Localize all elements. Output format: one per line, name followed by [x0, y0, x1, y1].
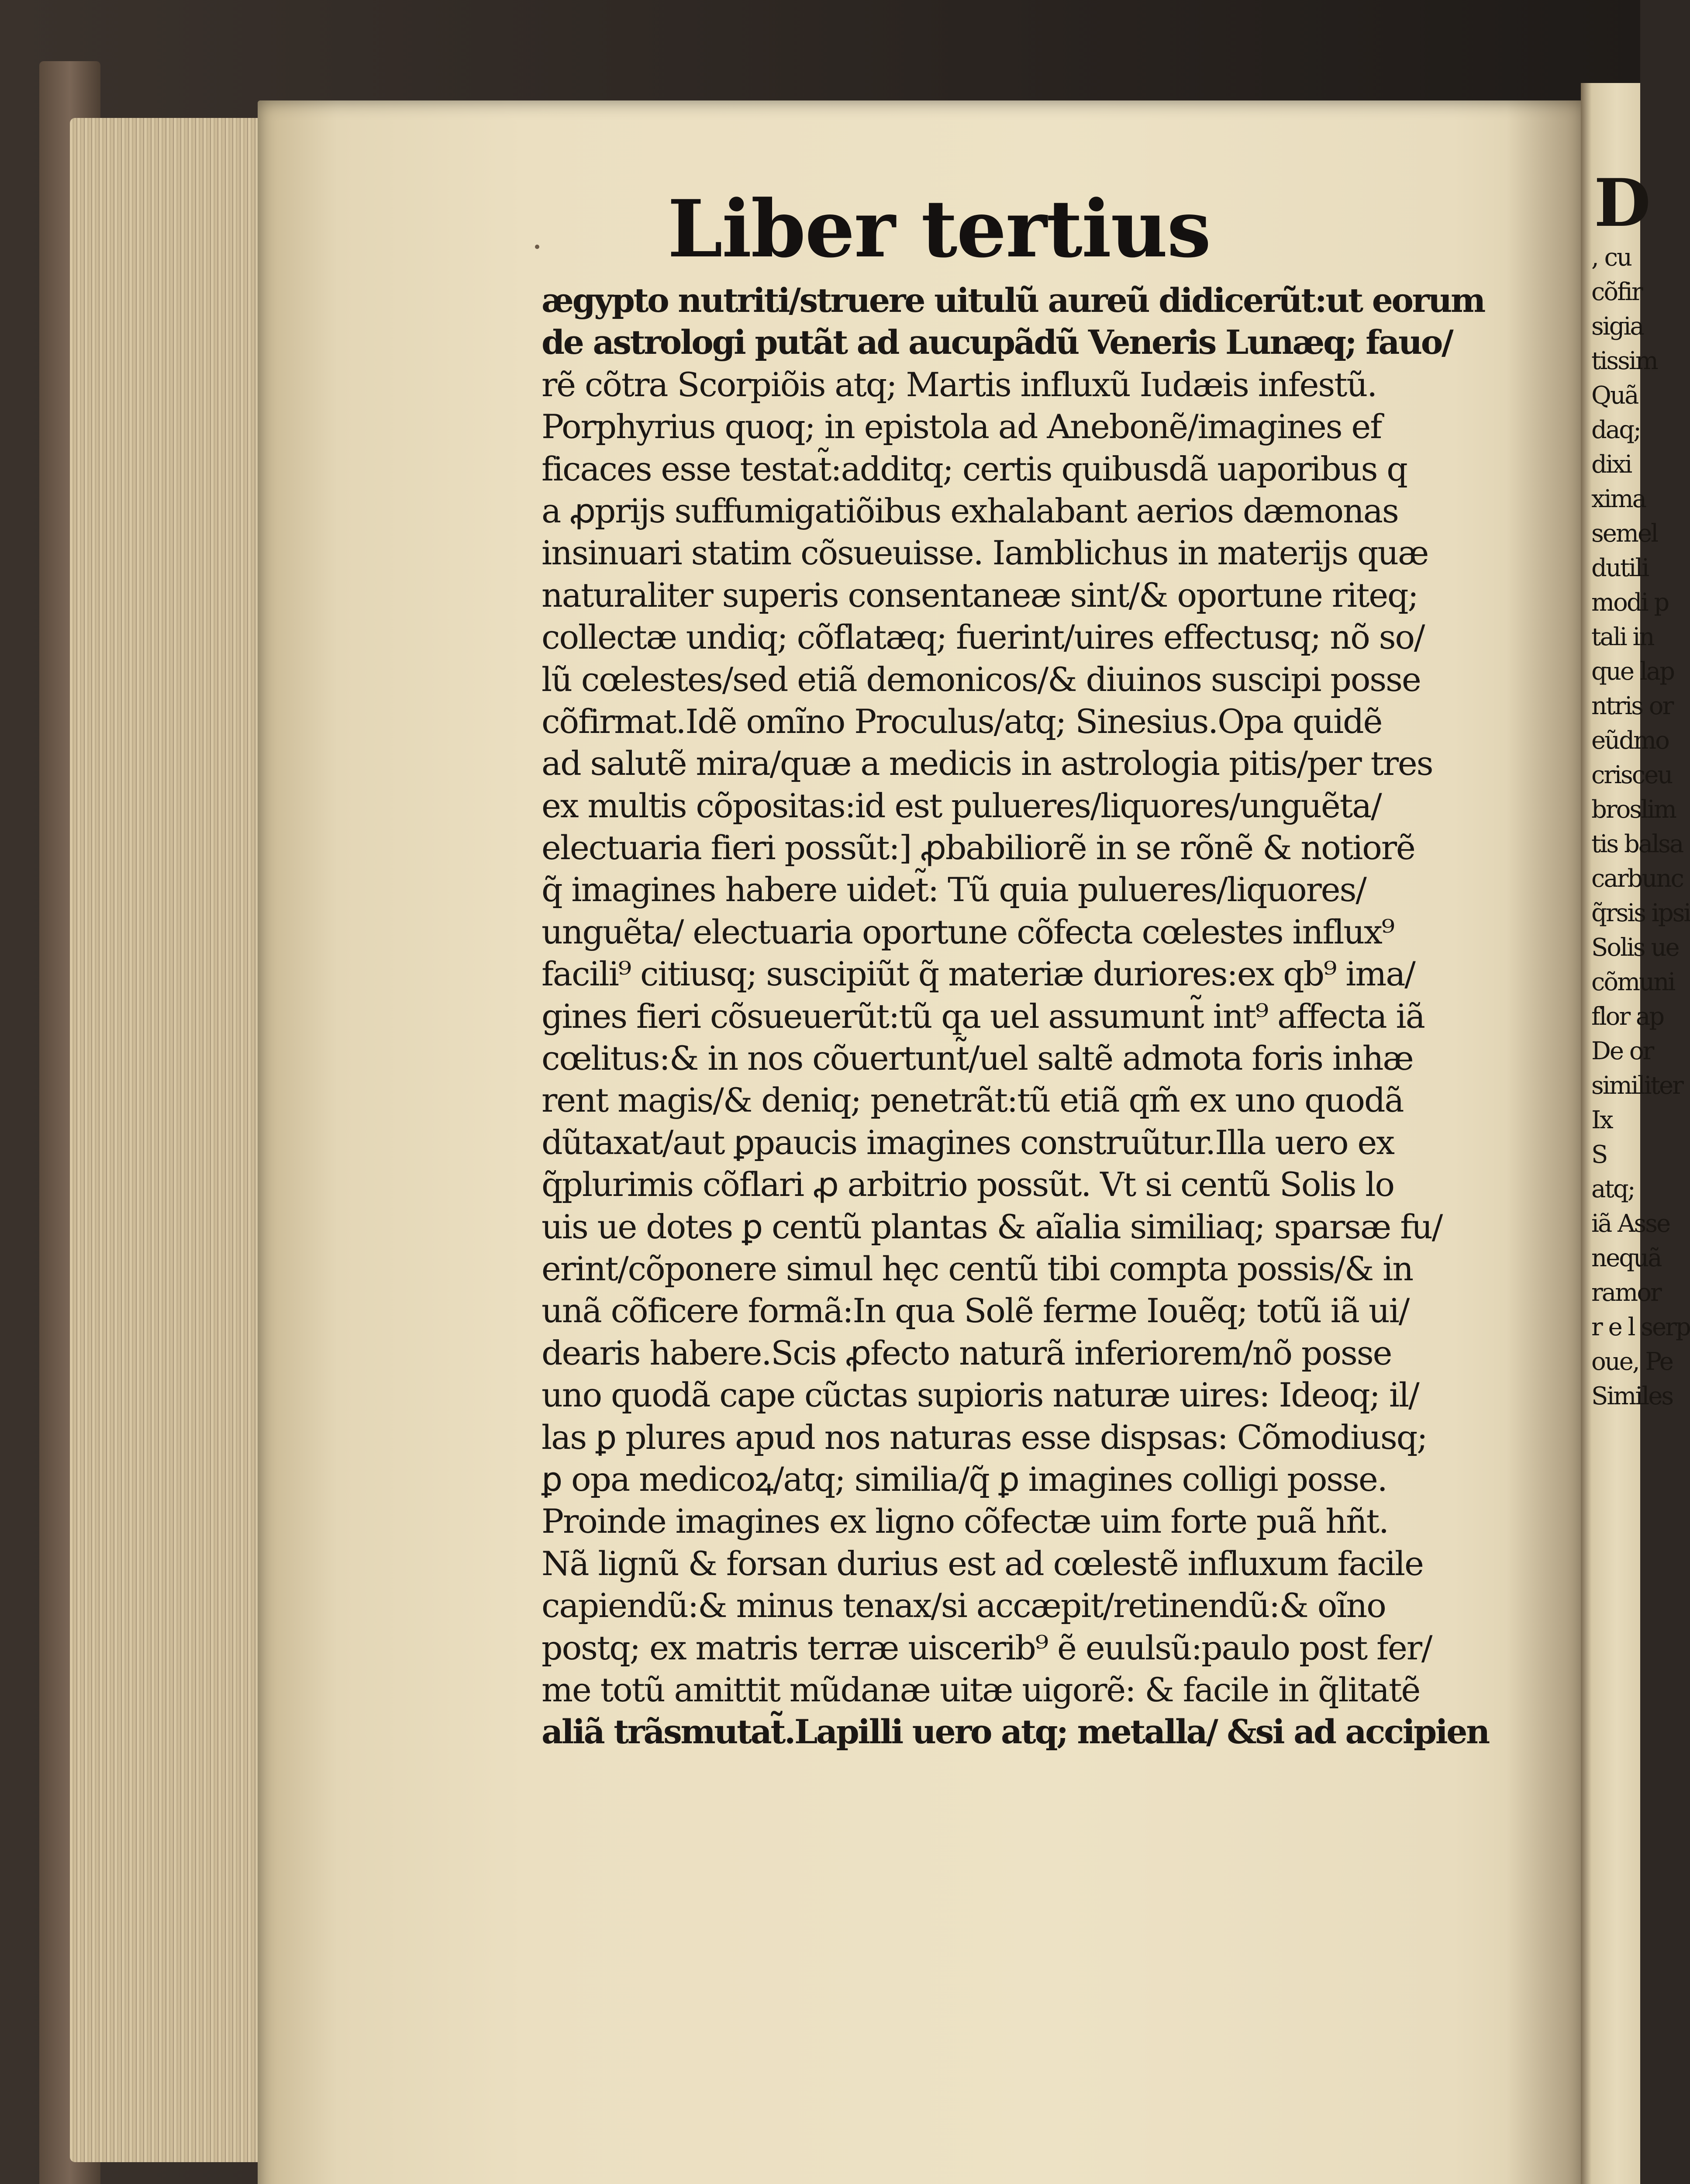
text-line: postq; ex matris terræ uiscerib⁹ ẽ euulsũ:paulo post fer/ [541, 1628, 1432, 1667]
recto-text-line: daq; [1591, 416, 1640, 444]
recto-text-line: Similes [1591, 1382, 1673, 1410]
recto-text-line: crisceu [1591, 761, 1672, 789]
recto-text-line: flor ap [1591, 1002, 1664, 1031]
text-line: las ꝑ plures apud nos naturas esse dispsas: Cõmodiusq; [541, 1417, 1427, 1457]
recto-text-line: , cu [1591, 243, 1631, 272]
text-line: ad salutẽ mira/quæ a medicis in astrologia pitis/per tres [541, 744, 1433, 783]
recto-text-line: cõmuni [1591, 968, 1675, 996]
recto-text-line: ramor [1591, 1279, 1661, 1307]
text-line: ꝑ opa medicoꝝ/atq; similia/q̃ ꝑ imagines colligi posse. [541, 1459, 1387, 1499]
recto-text-line: ntris or [1591, 692, 1673, 720]
text-line: de astrologi putãt ad aucupãdũ Veneris Lunæq; fauo/ [541, 323, 1452, 362]
text-line: electuaria fieri possũt:] ꝓbabiliorẽ in se rõnẽ & notiorẽ [541, 828, 1415, 867]
text-line: erint/cõponere simul hęc centũ tibi compta possis/& in [541, 1249, 1413, 1288]
recto-text-line: tali in [1591, 623, 1654, 651]
ink-speck [535, 245, 539, 249]
text-line: ex multis cõpositas:id est pulueres/liquores/unguẽta/ [541, 786, 1381, 825]
text-line: uis ue dotes ꝑ centũ plantas & aĩalia similiaq; sparsæ fu/ [541, 1207, 1442, 1246]
recto-page-sliver [1581, 83, 1690, 2184]
text-line: rent magis/& deniq; penetrãt:tũ etiã qm̃ ex uno quodã [541, 1081, 1404, 1120]
recto-text-line: xima [1591, 485, 1645, 513]
text-line: q̃plurimis cõflari ꝓ arbitrio possũt. Vt si centũ Solis lo [541, 1165, 1394, 1204]
text-line: gines fieri cõsueuerũt:tũ qa uel assumunt̃ int⁹ affecta iã [541, 996, 1424, 1036]
text-line: me totũ amittit mũdanæ uitæ uigorẽ: & facile in q̃litatẽ [541, 1670, 1420, 1709]
recto-text-line: tis balsa [1591, 830, 1683, 858]
text-line: naturaliter superis consentaneæ sint/& oportune riteq; [541, 575, 1418, 615]
text-line: Nã lignũ & forsan durius est ad cœlestẽ influxum facile [541, 1544, 1423, 1583]
recto-text-line: Ix [1591, 1106, 1612, 1134]
recto-text-line: oue, Pe [1591, 1348, 1673, 1376]
recto-text-line: broslim [1591, 795, 1676, 824]
text-line: dũtaxat/aut ꝑpaucis imagines construũtur.Illa uero ex [541, 1123, 1394, 1162]
text-line: ficaces esse testat̃:additq; certis quibusdã uaporibus q [541, 449, 1407, 488]
recto-text-line: semel [1591, 519, 1658, 548]
recto-text-fragments [1591, 240, 1690, 1413]
recto-text-line: dutili [1591, 554, 1649, 582]
recto-text-line: De or [1591, 1037, 1653, 1065]
running-head: Liber tertius [667, 183, 1211, 275]
text-line: Proinde imagines ex ligno cõfectæ uim forte puã hñt. [541, 1502, 1388, 1541]
recto-text-line: similiter [1591, 1071, 1683, 1100]
text-block [541, 280, 1528, 1753]
text-line: capiendũ:& minus tenax/si accæpit/retinendũ:& oĩno [541, 1586, 1386, 1625]
text-line: Porphyrius quoq; in epistola ad Anebonẽ/imagines ef [541, 407, 1382, 446]
text-line: a ꝓprijs suffumigatiõibus exhalabant aerios dæmonas [541, 491, 1398, 530]
recto-text-line: iã Asse [1591, 1209, 1670, 1238]
recto-text-line: dixi [1591, 450, 1631, 479]
text-line: unguẽta/ electuaria oportune cõfecta cœlestes influx⁹ [541, 912, 1394, 951]
recto-text-line: Solis ue [1591, 933, 1679, 962]
recto-text-line: S [1591, 1140, 1607, 1169]
recto-text-line: atq; [1591, 1175, 1635, 1203]
text-line: q̃ imagines habere uidet̃: Tũ quia pulueres/liquores/ [541, 870, 1366, 909]
text-line: uno quodã cape cũctas supioris naturæ uires: Ideoq; il/ [541, 1375, 1419, 1415]
recto-text-line: que lap [1591, 657, 1674, 686]
recto-text-line: carbunc [1591, 864, 1683, 893]
recto-text-line: cõfir [1591, 278, 1642, 306]
text-line: facili⁹ citiusq; suscipiũt q̃ materiæ duriores:ex qb⁹ ima/ [541, 954, 1415, 994]
text-line: aliã trãsmutat̃.Lapilli uero atq; metalla/ &si ad accipien [541, 1712, 1489, 1752]
text-line: lũ cœlestes/sed etiã demonicos/& diuinos suscipi posse [541, 660, 1421, 699]
text-line: rẽ cõtra Scorpiõis atq; Martis influxũ Iudæis infestũ. [541, 365, 1377, 404]
text-line: cõfirmat.Idẽ omĩno Proculus/atq; Sinesius.Opa quidẽ [541, 702, 1382, 741]
text-line: ægypto nutriti/struere uitulũ aureũ didicerũt:ut eorum [541, 281, 1484, 320]
recto-text-line: Quã [1591, 381, 1638, 410]
recto-text-line: sigia [1591, 312, 1643, 341]
text-line: unã cõficere formã:In qua Solẽ ferme Iouẽq; totũ iã ui/ [541, 1291, 1409, 1330]
text-line: dearis habere.Scis ꝓfecto naturã inferiorem/nõ posse [541, 1333, 1392, 1372]
recto-text-line: q̃rsis ipsi [1591, 899, 1690, 927]
text-line: collectæ undiq; cõflatæq; fuerint/uires effectusq; nõ so/ [541, 618, 1424, 657]
text-line: insinuari statim cõsueuisse. Iamblichus in materijs quæ [541, 533, 1428, 573]
recto-text-line: tissim [1591, 347, 1657, 375]
recto-text-line: r e l serp [1591, 1313, 1690, 1341]
recto-text-line: eũdmo [1591, 726, 1669, 755]
recto-running-head: D [1594, 165, 1651, 242]
text-line: cœlitus:& in nos cõuertunt̃/uel saltẽ admota foris inhæ [541, 1039, 1413, 1078]
page-edges [70, 118, 275, 2162]
recto-text-line: modi p [1591, 588, 1669, 617]
recto-text-line: nequã [1591, 1244, 1661, 1272]
